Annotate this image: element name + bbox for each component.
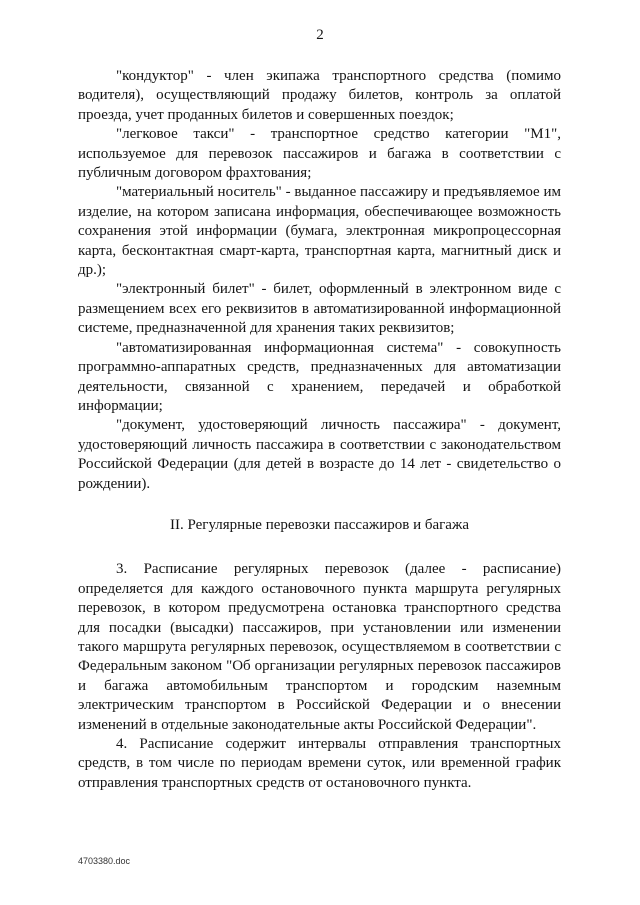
definition-paragraph: "кондуктор" - член экипажа транспортного средства (помимо водителя), осуществляющий продажу билетов, контроль за оплатой проезда, учет проданных билетов и совершенных поездок; <box>78 68 561 123</box>
document-file-id: 4703380.doc <box>78 856 131 866</box>
section-paragraph: 3. Расписание регулярных перевозок (далее - расписание) определяется для каждого остановочного пункта маршрута регулярных перевозок, в котором предусмотрена остановка транспортного средства для посадки (высадки) пассажиров, при установлении или изменении такого маршрута регулярных перевозок, осуществляемом в соответствии с Федеральным законом "Об организации регулярных перевозок пассажиров и багажа автомобильным транспортом и городским наземным электрическим транспортом в Российской Федерации и о внесении изменений в отдельные законодательные акты Российской Федерации". <box>78 561 561 733</box>
definition-paragraph: "документ, удостоверяющий личность пассажира" - документ, удостоверяющий личность пассажира в соответствии с законодательством Российской Федерации (для детей в возрасте до 14 лет - свидетельство о рождении). <box>78 417 561 492</box>
definition-paragraph: "электронный билет" - билет, оформленный в электронном виде с размещением всех его реквизитов в автоматизированной информационной системе, предназначенной для хранения таких реквизитов; <box>78 281 561 337</box>
definition-paragraph: "автоматизированная информационная система" - совокупность программно-аппаратных средств, предназначенных для автоматизации деятельности, связанной с хранением, передачей и обработкой информации; <box>78 339 561 414</box>
definition-paragraph: "материальный носитель" - выданное пассажиру и предъявляемое им изделие, на котором записана информация, обеспечивающее возможность сохранения этой информации (бумага, электронная микропроцессорная карта, бесконтактная смарт-карта, транспортная карта, магнитный диск и др.); <box>78 184 561 279</box>
page-number: 2 <box>316 27 324 43</box>
section-heading: II. Регулярные перевозки пассажиров и багажа <box>170 516 469 533</box>
definition-paragraph: "легковое такси" - транспортное средство категории "M1", используемое для перевозок пассажиров и багажа в соответствии с публичным договором фрахтования; <box>78 126 561 182</box>
section-paragraph: 4. Расписание содержит интервалы отправления транспортных средств, в том числе по периодам времени суток, или временной график отправления транспортных средств от остановочного пункта. <box>78 736 561 791</box>
document-body <box>78 67 561 793</box>
